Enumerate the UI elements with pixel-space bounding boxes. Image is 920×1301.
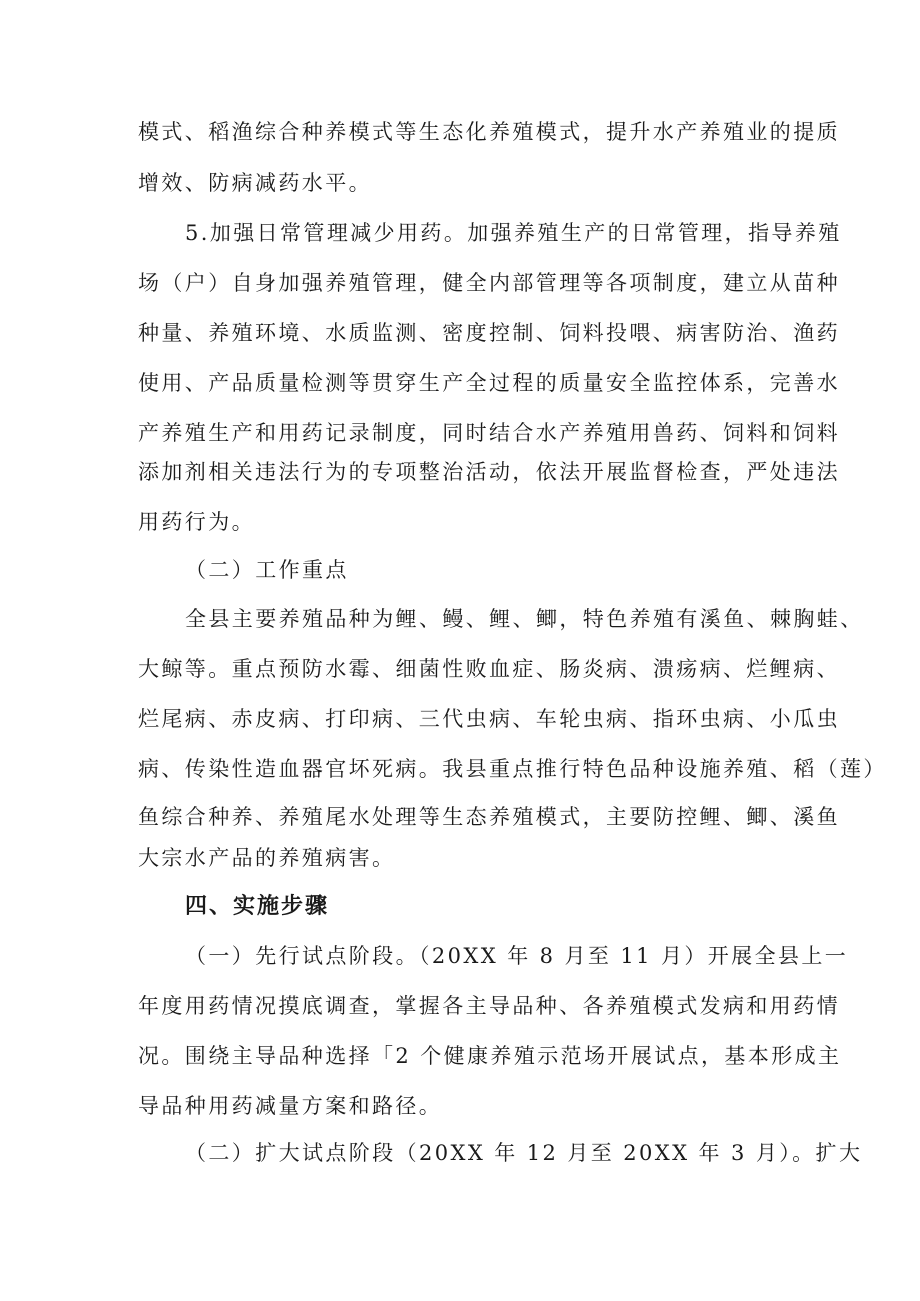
section-heading: 四、实施步骤 xyxy=(185,894,330,919)
paragraph-line: 种量、养殖环境、水质监测、密度控制、饲料投喂、病害防治、渔药 xyxy=(138,321,840,345)
paragraph-line: 添加剂相关违法行为的专项整治活动，依法开展监督检查，严处违法 xyxy=(138,460,840,484)
paragraph-line: 用药行为。 xyxy=(138,510,255,534)
paragraph-line: 增效、防病减药水平。 xyxy=(138,171,372,195)
paragraph-line: 况。围绕主导品种选择「2 个健康养殖示范场开展试点，基本形成主 xyxy=(138,1044,842,1068)
paragraph-line: 产养殖生产和用药记录制度，同时结合水产养殖用兽药、饲料和饲料 xyxy=(138,421,840,445)
paragraph-line: 全县主要养殖品种为鲤、鳗、鲤、鲫，特色养殖有溪鱼、棘胸蛙、 xyxy=(185,607,864,631)
paragraph-line: 烂尾病、赤皮病、打印病、三代虫病、车轮虫病、指环虫病、小瓜虫 xyxy=(138,707,840,731)
paragraph-line: 模式、稻渔综合种养模式等生态化养殖模式，提升水产养殖业的提质 xyxy=(138,120,840,144)
paragraph-line: 大鲸等。重点预防水霉、细菌性败血症、肠炎病、溃疡病、烂鲤病、 xyxy=(138,657,840,681)
paragraph-line: 大宗水产品的养殖病害。 xyxy=(138,846,396,870)
paragraph-line: （二）扩大试点阶段（20XX 年 12 月至 20XX 年 3 月）。扩大 xyxy=(185,1141,863,1165)
paragraph-line: 病、传染性造血器官坏死病。我县重点推行特色品种设施养殖、稻（莲） xyxy=(138,757,887,781)
paragraph-line: 导品种用药减量方案和路径。 xyxy=(138,1094,443,1118)
paragraph-line: 年度用药情况摸底调查，掌握各主导品种、各养殖模式发病和用药情 xyxy=(138,994,840,1018)
paragraph-line: 鱼综合种养、养殖尾水处理等生态养殖模式，主要防控鲤、鲫、溪鱼 xyxy=(138,805,840,829)
paragraph-line: 场（户）自身加强养殖管理，健全内部管理等各项制度，建立从苗种 xyxy=(138,271,840,295)
paragraph-line: 使用、产品质量检测等贯穿生产全过程的质量安全监控体系，完善水 xyxy=(138,371,840,395)
paragraph-line: 5.加强日常管理减少用药。加强养殖生产的日常管理，指导养殖 xyxy=(185,221,842,245)
section-subheading: （二）工作重点 xyxy=(185,558,349,582)
paragraph-line: （一）先行试点阶段。（20XX 年 8 月至 11 月）开展全县上一 xyxy=(185,944,849,968)
